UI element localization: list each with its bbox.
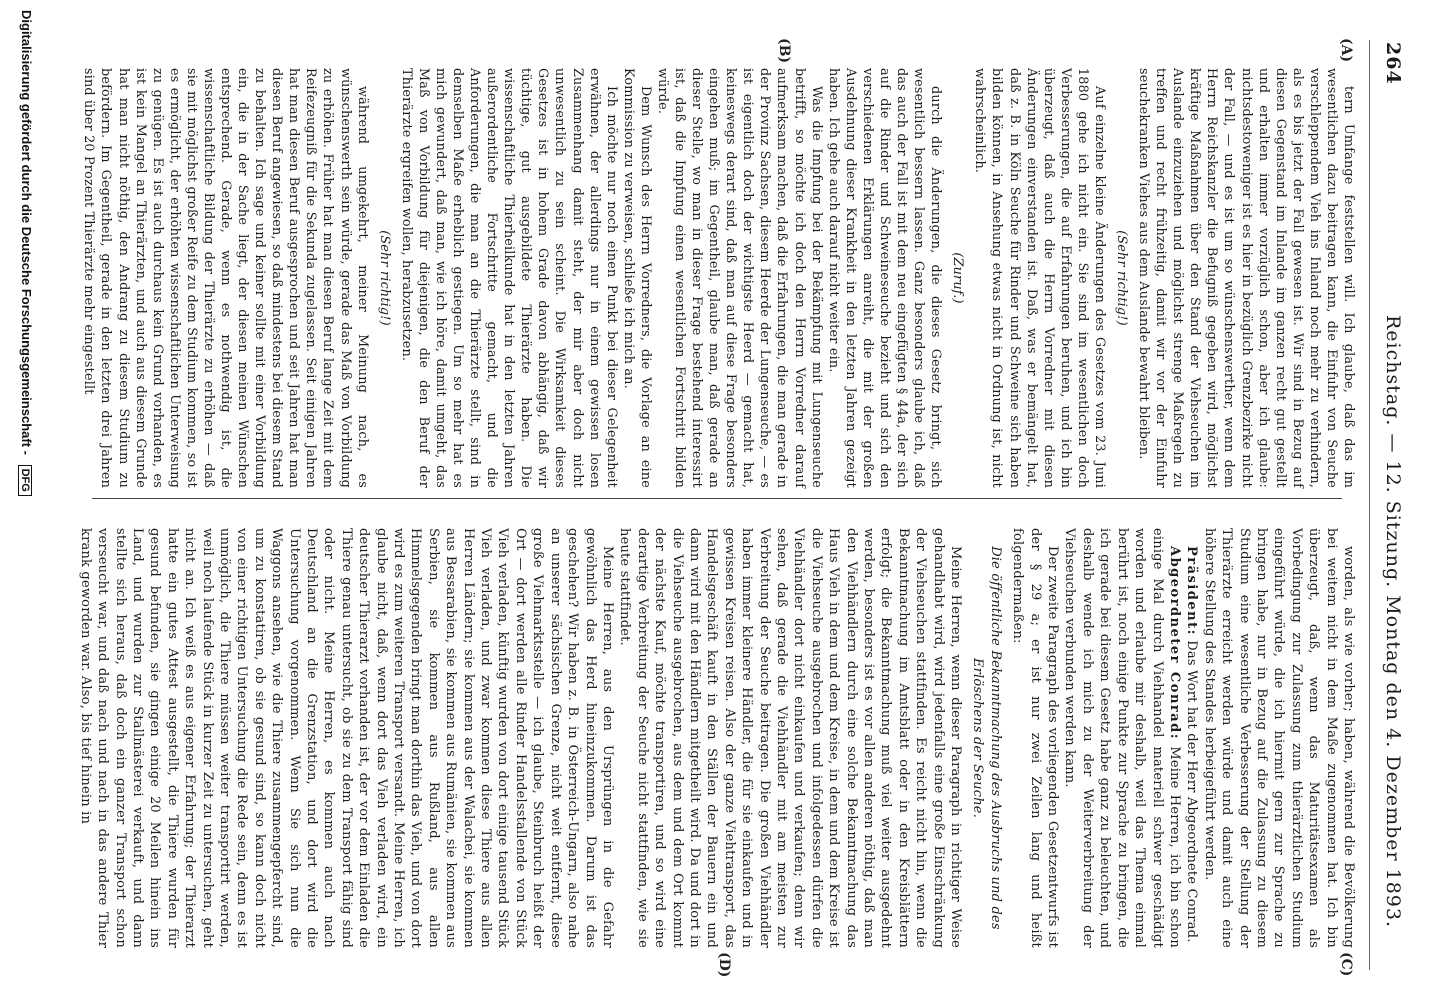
- running-header: [1374, 30, 1414, 970]
- speech-text: Meine Herren, ich bin schon einige Mal durch Viehhandel materiell schwer geschädigt worden und erlaube mir deshalb, weil das Thema einmal berührt ist, noch einige Punkte zur Sprache zu bringen, die ich gerade bei diesem Gesetz habe ganz zu beleuchten, und deshalb wende ich mich zu der Weiterverbreitung der Viehseuchen verbunden werden kann.: [1062, 528, 1182, 948]
- column-divider: [92, 498, 1342, 499]
- paragraph: Auf einzelne kleine Änderungen des Gesetzes vom 23. Juni 1880 gehe ich nicht ein. Sie sind im wesentlichen doch Verbesserungen, die auf Erfahrungen beruhen, und ich bin überzeugt, daß auch die Herrn Vorredner mit diesen Änderungen einverstanden ist. Daß, was er bemängelt hat, daß z. B. in Köln Seuche für Rinder und Schweine sich haben bilden können, in Ansehung etwas nicht in Ordnung ist, nicht wahrscheinlich.: [972, 68, 1107, 488]
- paragraph: Was die Impfung bei der Bekämpfung mit Lungenseuche betrifft, so möchte ich doch den Herrn Vorredner darauf aufmerksam machen, daß die Erfahrungen, die man gerade in der Provinz Sachsen, diesem Heerde der Lungenseuche, — es ist eigentlich doch der wichtigste Heerd — gemacht hat, keineswegs derart sind, daß man auf diese Frage besonders eingehen muß; im Gegentheil, glaube man, daß gerade an dieser Stelle, wo man in dieser Frage bestehend interessirt ist, daß die Impfung einen wesentlichen Fortschritt bilden würde.: [654, 68, 824, 488]
- right-text-column: [76, 528, 1357, 948]
- paragraph: Ich möchte nur noch einen Punkt bei dieser Gelegenheit erwähnen, der allerdings nur in einem gewissen losen Zusammenhang damit steht, der mir aber doch nicht unwesentlich zu sein scheint. Die Wirksamkeit dieses Gesetzes ist in hohem Grade davon abhängig, daß wir tüchtige, gut ausgebildete Thierärzte haben. Die wissenschaftliche Thierheilkunde hat in den letzten Jahren außerordentliche Fortschritte gemacht, und die Anforderungen, die man an die Thierärzte stellt, sind in demselben Maße erheblich gestiegen. Um so mehr hat es mich gewundert, daß man, wie ich höre, damit umgeht, das Maß von Vorbildung für diejenigen, die den Beruf der Thierärzte ergreifen wollen, herabzusetzen.: [398, 68, 619, 488]
- digitization-credit: [8, 0, 34, 1000]
- centered-line: (Zuruf.): [950, 252, 966, 304]
- margin-mark-d: (D): [716, 952, 732, 978]
- header-rule: [1369, 40, 1370, 970]
- margin-mark-b: (B): [776, 38, 792, 64]
- speaker-name: Präsident:: [1184, 546, 1200, 636]
- credit-text: Digitalisierung gefördert durch die Deutsche Forschungsgemeinschaft -: [19, 10, 34, 455]
- centered-line: Die öffentliche Bekanntmachung des Ausbruchs und des Erlöschens der Seuche.: [970, 546, 1003, 930]
- margin-mark-c: (C): [1338, 952, 1354, 977]
- paragraph: worden, als wie vorher; haben, während die Bevölkerung bei weitem nicht in dem Maße zugenommen hat. Ich bin überzeugt, daß, wenn das Maturitätsexamen als Vorbedingung zur Zulassung zum thierärztlichen Studium eingeführt würde, die ich hiermit gern zur Sprache zu bringen habe, nur in Bezug auf die Zulassung zu diesem Studium eine wesentliche Verbesserung der Stellung der Thierärzte erreicht werden würde und damit auch eine höhere Stellung des Standes herbeigeführt werden.: [1201, 528, 1356, 948]
- paragraph: Meine Herren, aus den Ursprüngen in die Gefahr gewöhnlich das Herd hineinzukommen. Darum ist das geschehen? Wir haben z. B. in Österreich-Ungarn, also nahe an unserer sächsischen Grenze, nicht weit entfernt, diese große Viehmarktsstelle — ich glaube, Steinbruch heißt der Ort — dort werden alle Rinder Handelsstallende von Stück Vieh verladen, künftig wurden von dort einige tausend Stück Vieh verladen, und zwar kommen diese Thiere aus allen Herren Ländern; sie kommen aus der Walachei, sie kommen aus Bessarabien, sie kommen aus Rumänien, sie kommen aus Serbien, sie kommen aus Rußland, aus allen Himmelsgegenden bringt man dorthin das Vieh, und von dort wird es zum weiteren Transport versandt. Meine Herren, ich glaube nicht, daß, wenn dort das Vieh verladen wird, ein deutscher Thierarzt vorhanden ist, der vor dem Einladen die Thiere genau untersucht, ob sie zu dem Transport fähig sind oder nicht. Meine Herren, es kommen auch nach Deutschland an die Grenzstation, und dort wird die Untersuchung vorgenommen. Wenn Sie sich nun die Waggons ansehen, wie die Thiere zusammengepfercht sind, um zu konstatiren, ob sie gesund sind, so kann doch nicht von einer richtigen Untersuchung die Rede sein, denn es ist unmöglich, die Thiere müssen weiter transportirt werden, weil noch laufende Stück in kurzer Zeit zu untersuchen, geht nicht an. Ich weiß es aus eigener Erfahrung; der Thierarzt hatte ein gutes Attest ausgestellt, die Thiere wurden für gesund befunden, sie gingen einige 20 Meilen hinein ins Land, und wurden zur Stallmästerei verkauft, und dann stellte sich heraus, daß doch ein ganzer Transport schon verseucht war, und daß nach und nach in das andere Thier krank geworden war. Also, bis tief hinein in: [77, 528, 615, 948]
- speaker-paragraph: [1183, 528, 1200, 948]
- centered-line: (Sehr richtig!): [1113, 230, 1129, 326]
- centered-line: (Sehr richtig!): [376, 230, 392, 326]
- speaker-paragraph: [1061, 528, 1183, 948]
- paragraph: Dem Wunsch des Herrn Vorredners, die Vorlage an eine Kommission zu verweisen, schließe ich mich an.: [620, 68, 653, 488]
- header-title: Reichstag. — 12. Sitzung. Montag den 4. Dezember 1893.: [1382, 315, 1404, 929]
- paragraph: Der zweite Paragraph des vorliegenden Gesetzentwurfs ist der § 29 a; er ist nur zwei Zeilen lang und heißt folgendermaßen:: [1010, 528, 1061, 948]
- paragraph: Meine Herren, wenn dieser Paragraph in richtiger Weise gehandhabt wird, wird jedenfalls eine große Einschränkung der Viehseuchen stattfinden. Es reicht nicht hin, wenn die Bekanntmachung im Amtsblatt oder in den Kreisblättern erfolgt; die Bekanntmachung muß viel weiter ausgedehnt werden, besonders ist es vor allen anderen nöthig, daß man den Viehhändlern durch eine solche Bekanntmachung das Haus Vieh in dem und dem Kreise, in dem und dem Kreise ist die Viehseuche ausgebrochen und infolgedessen dürfen die Viehhändler dort nicht einkaufen und verkaufen; denn wir sehen, daß gerade die Viehhändler mit am meisten zur Verbreitung der Seuche beitragen. Die großen Viehhändler haben immer kleinere Händler, die für sie einkaufen und in gewissen Kreisen reisen. Also der ganze Viehtransport, das Handelsgeschäft kauft in den Ställen der Bauern ein und dann wird mit den Händlern mitgetheilt wird. Da und dort in die Viehseuche ausgebrochen, aus dem und dem Ort kommt der nächste Kauf, möchte transportiren, und so wird eine derartige Verbreitung der Seuche nicht stattfinden, wie sie heute stattfindet.: [617, 528, 964, 948]
- margin-mark-a: (A): [1338, 38, 1354, 63]
- left-text-column: [80, 68, 1357, 488]
- paragraph: tern Umfange feststellen will. Ich glaube, daß das im wesentlichen dazu beitragen kann, die Einfuhr von Seuche verschleppendem Vieh ins Inland noch mehr zu verhindern, als es bis jetzt der Fall gewesen ist. Wir sind in Bezug auf diesen Gegenstand im Inlande im ganzen recht gut gestellt und erhalten immer vorzüglich schon, aber ich glaube: nichtsdestoweniger ist es hier in bezüglich Grenzbezirke nicht der Fall, — und es ist um so wünschenswerther, wenn dem Herrn Reichskanzler die Befugniß gegeben wird, möglichst kräftige Maßnahmen über den Stand der Viehseuchen im Auslande einzuziehen und möglichst strenge Maßregeln zu treffen und recht frühzeitig, damit wir vor der Einfuhr seuchekranken Viehes aus dem Auslande bewahrt bleiben.: [1136, 68, 1356, 488]
- speaker-name: Abgeordneter Conrad:: [1166, 546, 1182, 741]
- page-number: 264: [1382, 42, 1404, 85]
- paragraph: durch die Änderungen, die dieses Gesetz bringt, sich wesentlich bessern lassen. Ganz besonders glaube ich, daß das auch der Fall ist mit dem neu eingefügten § 44a, der sich auf die Rinder und Schweineseuche bezieht und sich den verschiedenen Erklärungen anreiht, die mit der großen Ausdehnung dieser Krankheit in den letzten Jahren gezeigt haben. Ich gehe auch darauf nicht weiter ein.: [825, 68, 944, 488]
- dfg-logo: DFG: [18, 465, 32, 496]
- speech-text: Das Wort hat der Herr Abgeordnete Conrad.: [1184, 640, 1200, 943]
- paragraph: während umgekehrt, meiner Meinung nach, es wünschenswerth sein würde, gerade das Maß von Vorbildung zu erhöhen. Früher hat man diesen Beruf lange Zeit mit dem Reifezeugniß für die Sekunda zugelassen. Seit einigen Jahren hat man diesen Beruf ausgesprochen und seit Jahren hat man diesen Beruf angewiesen, so daß mindestens bei diesem Stand zu behalten. Ich sage und keiner sollte mit einer Vorbildung ein, die in der Sache liegt, der diesen meinen Wünschen entsprechend. Gerade, wenn es nothwendig ist, die wissenschaftliche Bildung der Thierärzte zu erhöhen — daß sie mit möglichst großer Reife zu dem Studium kommen, so ist es ermöglicht, der erhöhten wissenschaftlichen Unterweisung zu genügen. Es ist auch durchaus kein Grund vorhanden, es ist kein Mangel an Thierärzten, und auch aus diesem Grunde hat man nicht nöthig, den Andrang zu diesem Studium zu befördern. Im Gegentheil, gerade in den letzten drei Jahren sind über 20 Prozent Thierärzte mehr eingestellt: [81, 68, 370, 488]
